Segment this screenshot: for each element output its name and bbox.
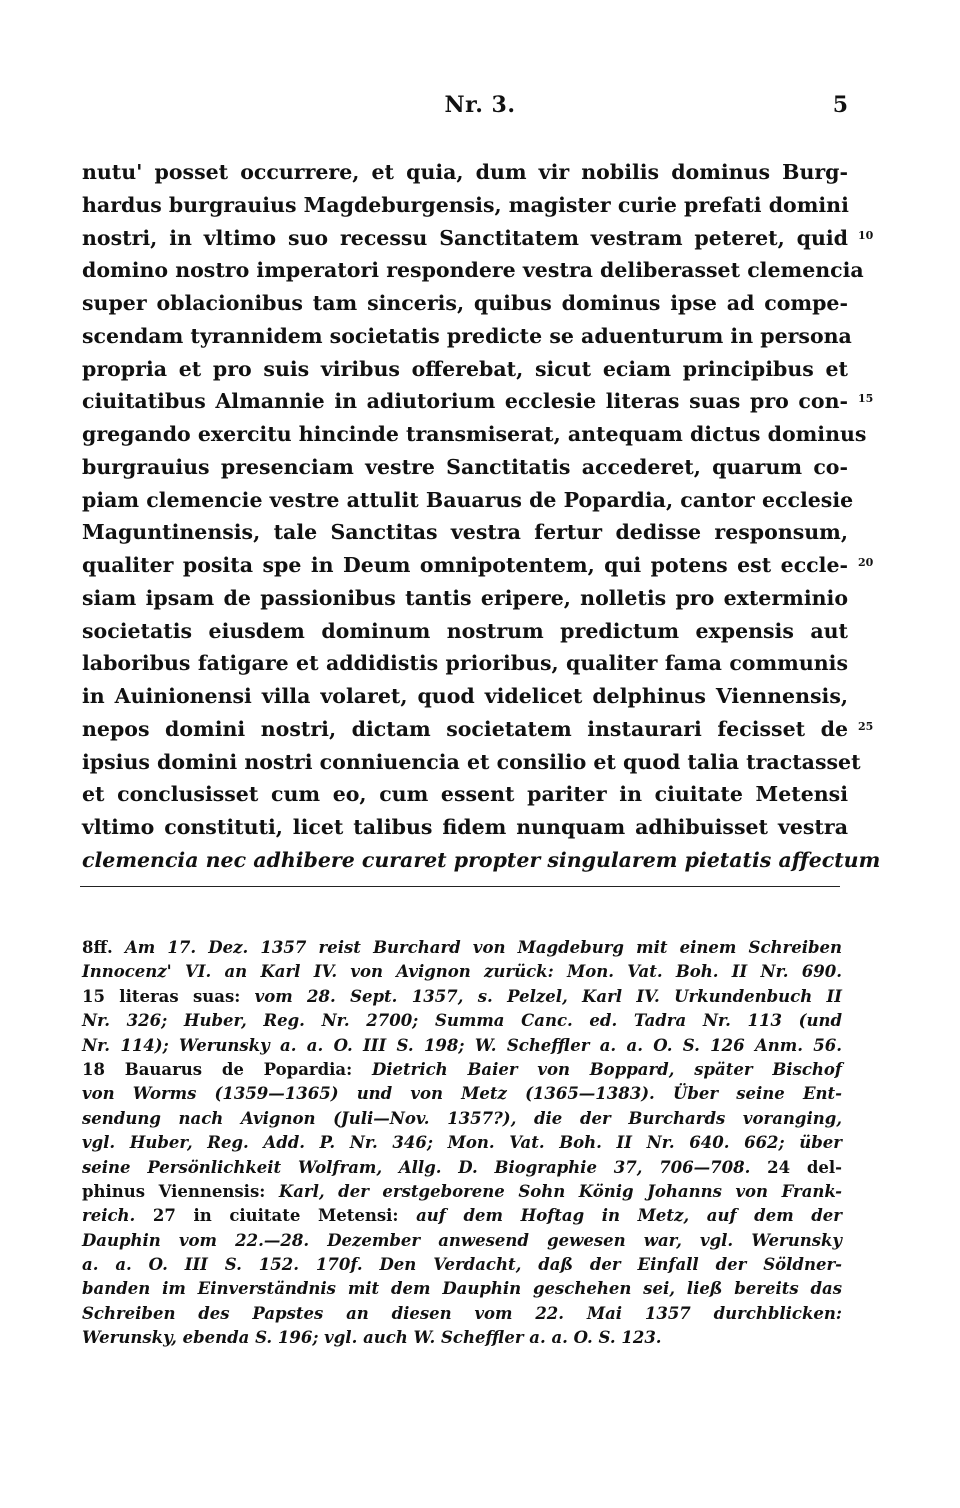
text-line: ipsius domini nostri conniuencia et consilio et quod talia tractasset: [82, 749, 861, 774]
page-number: 5: [832, 92, 848, 118]
footnote-line: [82, 1009, 842, 1033]
footnote-text: Innocenz' VI. an Karl IV. von Avignon zurück: Mon. Vat. Boh. II Nr. 690.: [82, 962, 842, 982]
footnote-line: [82, 1302, 842, 1326]
footnote-text: vgl. Huber, Reg. Add. P. Nr. 346; Mon. Vat. Boh. II Nr. 640. 662; über: [82, 1133, 842, 1153]
text-line: nepos domini nostri, dictam societatem instaurari fecisset de: [82, 716, 848, 741]
footnote-text: vom 28. Sept. 1357, s. Pelzel, Karl IV. Urkundenbuch II: [254, 986, 842, 1006]
text-line: super oblacionibus tam sinceris, quibus dominus ipse ad compe-: [82, 291, 848, 315]
footnote-text: Nr. 326; Huber, Reg. Nr. 2700; Summa Canc. ed. Tadra Nr. 113 (und: [82, 1011, 842, 1031]
footnote-text: sendung nach Avignon (Juli—Nov. 1357?), die der Burchards voranging,: [82, 1108, 842, 1128]
text-line: qualiter posita spe in Deum omnipotentem, qui potens est eccle-: [82, 553, 848, 577]
footnote-text: Dauphin vom 22.—28. Dezember anwesend gewesen war, vgl. Werunsky: [82, 1230, 842, 1250]
footnote-line: [82, 1253, 842, 1277]
text-line: gregando exercitu hincinde transmiserat, antequam dictus dominus: [82, 422, 867, 446]
footnote-line: [82, 1229, 842, 1253]
document-number: Nr. 3.: [444, 92, 516, 118]
footnote-text: Am 17. Dez. 1357 reist Burchard von Magdeburg mit einem Schreiben: [124, 938, 843, 957]
text-line: propria et pro suis viribus offerebat, sicut eciam principibus et: [82, 356, 848, 381]
footnote-text: banden im Einverständnis mit dem Dauphin geschehen sei, ließ bereits das: [82, 1279, 842, 1299]
footnote-line: [82, 1326, 842, 1350]
footnote-line: [82, 960, 842, 984]
footnotes: [82, 936, 842, 1351]
footnote-lemma: phinus Viennensis:: [82, 1181, 279, 1201]
footnote-line: [82, 1034, 842, 1058]
footnote-line: [82, 1156, 842, 1180]
footnote-line: [82, 1107, 842, 1131]
footnote-line: [82, 936, 842, 960]
text-line: societatis eiusdem dominum nostrum predictum expensis aut: [82, 618, 848, 643]
text-line: laboribus fatigare et addidistis prioribus, qualiter fama communis: [82, 651, 848, 676]
line-number: 10: [858, 229, 874, 242]
footnote-text: auf dem Hoftag in Metz, auf dem der: [416, 1206, 842, 1226]
footnote-line: [82, 1082, 842, 1106]
footnote-divider: [80, 886, 840, 887]
footnote-lemma: 18 Bauarus de Popardia:: [82, 1059, 372, 1079]
footnote-line: [82, 1058, 842, 1082]
line-number: 20: [858, 556, 874, 569]
text-line: Maguntinensis, tale Sanctitas vestra fertur dedisse responsum,: [82, 520, 848, 545]
footnote-text: Nr. 114); Werunsky a. a. O. III S. 198; W. Scheffler a. a. O. S. 126 Anm. 56.: [82, 1035, 842, 1055]
text-line: hardus burgrauius Magdeburgensis, magister curie prefati domini: [82, 192, 849, 217]
text-line: scendam tyrannidem societatis predicte se aduenturum in persona: [82, 323, 852, 348]
text-line: clemencia nec adhibere curaret propter singularem pietatis affectum: [82, 847, 881, 872]
footnote-text: Dietrich Baier von Boppard, später Bischof: [371, 1059, 842, 1079]
footnote-lemma: 15 literas suas:: [82, 986, 255, 1006]
footnote-lemma: 8ff.: [82, 938, 125, 957]
text-line: nutu' posset occurrere, et quia, dum vir nobilis dominus Burg-: [82, 160, 848, 184]
footnote-text: a. a. O. III S. 152. 170f. Den Verdacht, daß der Einfall der Söldner-: [82, 1255, 842, 1275]
footnote-line: [82, 1204, 842, 1228]
text-line: et conclusisset cum eo, cum essent pariter in ciuitate Metensi: [82, 782, 848, 807]
text-line: burgrauius presenciam vestre Sanctitatis accederet, quarum co-: [82, 454, 848, 479]
footnote-text: von Worms (1359—1365) und von Metz (1365—1383). Über seine Ent-: [82, 1084, 842, 1104]
footnote-text: Karl, der erstgeborene Sohn König Johanns von Frank-: [278, 1181, 842, 1201]
text-line: vltimo constituti, licet talibus fidem nunquam adhibuisset vestra: [82, 815, 848, 839]
footnote-line: [82, 985, 842, 1009]
footnote-line: [82, 1180, 842, 1204]
text-line: domino nostro imperatori respondere vestra deliberasset clemencia: [82, 258, 864, 283]
line-number: 25: [858, 720, 874, 733]
text-line: nostri, in vltimo suo recessu Sanctitatem vestram peteret, quid: [82, 225, 848, 250]
text-line: ciuitatibus Almannie in adiutorium ecclesie literas suas pro con-: [82, 389, 848, 414]
footnote-line: [82, 1277, 842, 1301]
footnote-text: seine Persönlichkeit Wolfram, Allg. D. Biographie 37, 706—708.: [82, 1157, 768, 1177]
text-line: siam ipsam de passionibus tantis eripere, nolletis pro exterminio: [82, 585, 848, 610]
line-number: 15: [858, 392, 874, 405]
footnote-text: Werunsky, ebenda S. 196; vgl. auch W. Scheffler a. a. O. S. 123.: [82, 1328, 662, 1348]
text-line: in Auinionensi villa volaret, quod videlicet delphinus Viennensis,: [82, 684, 848, 708]
footnote-text: Schreiben des Papstes an diesen vom 22. Mai 1357 durchblicken:: [82, 1303, 842, 1323]
footnote-lemma: 27 in ciuitate Metensi:: [152, 1206, 417, 1226]
footnote-lemma: 24 del-: [767, 1157, 842, 1177]
footnote-text: reich.: [82, 1206, 153, 1226]
text-line: piam clemencie vestre attulit Bauarus de Popardia, cantor ecclesie: [82, 487, 854, 512]
footnote-line: [82, 1131, 842, 1155]
